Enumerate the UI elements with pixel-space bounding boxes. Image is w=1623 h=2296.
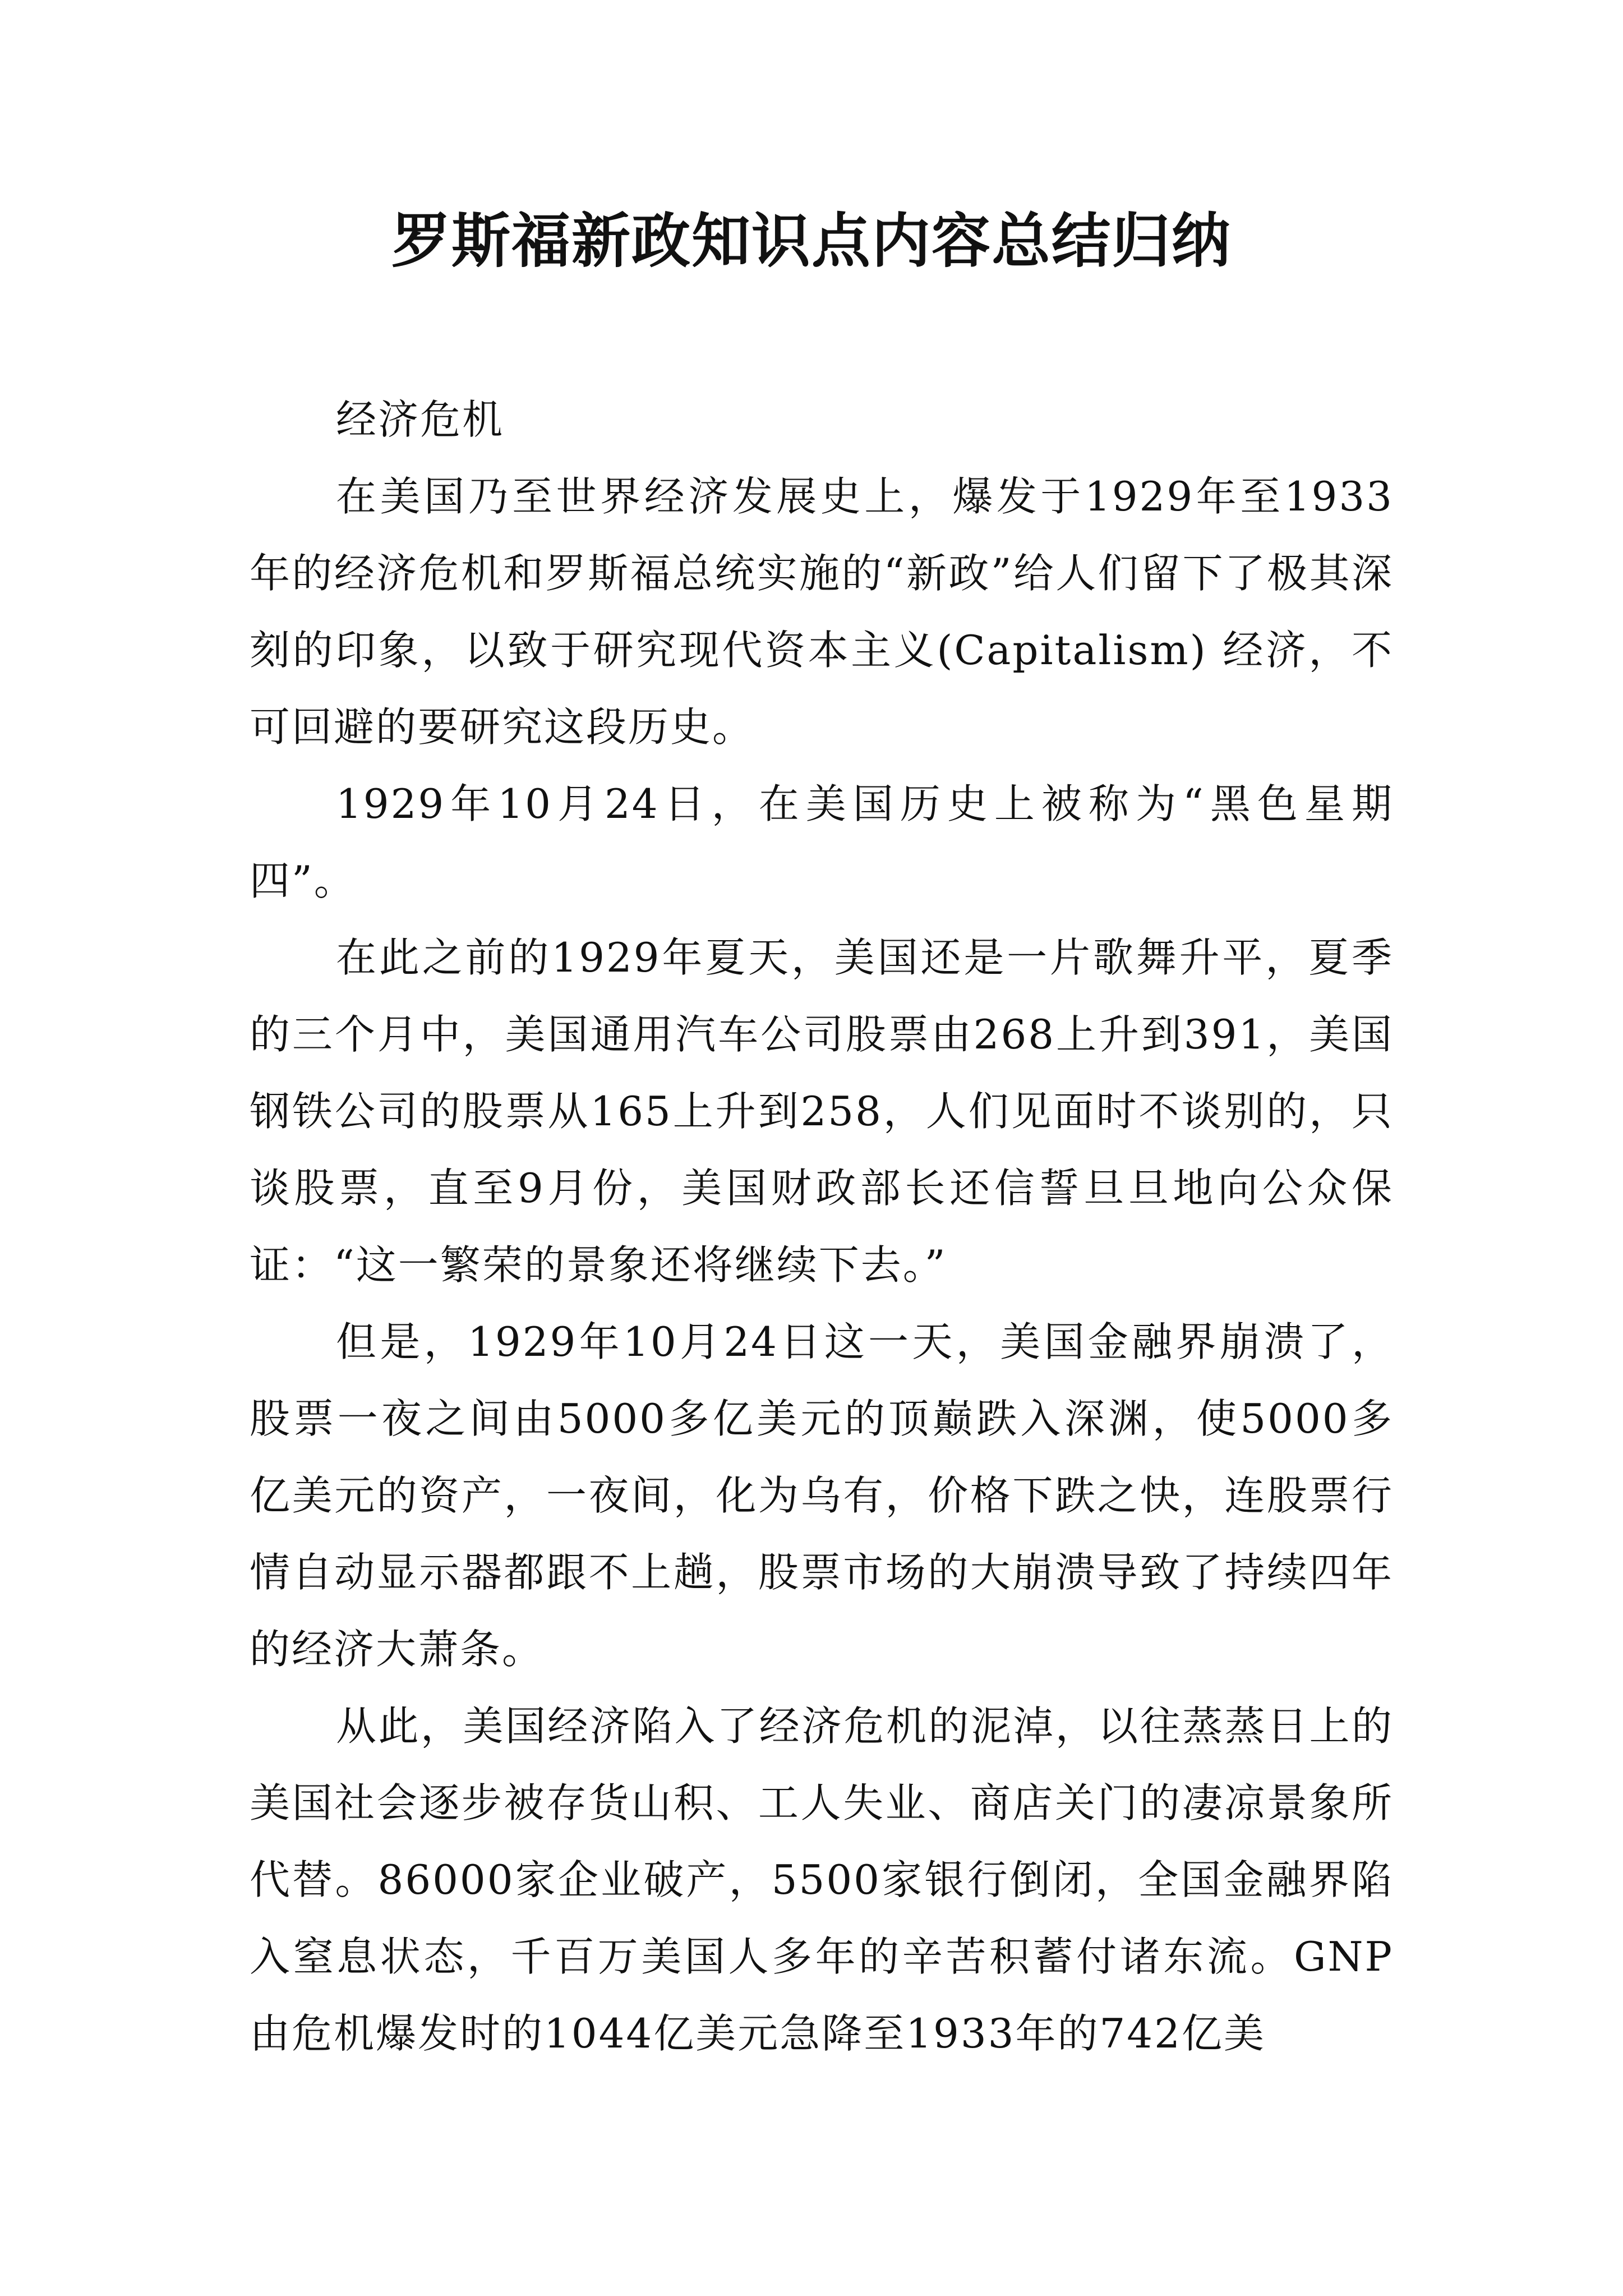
paragraph-2: 1929年10月24日，在美国历史上被称为“黑色星期四”。 xyxy=(250,780,1394,904)
section-heading: 经济危机 xyxy=(336,396,505,443)
document-title: 罗斯福新政知识点内容总结归纳 xyxy=(391,207,1232,275)
paragraph-4: 但是，1929年10月24日这一天，美国金融界崩溃了，股票一夜之间由5000多亿美元的顶巅跌入深渊，使5000多亿美元的资产，一夜间，化为乌有，价格下跌之快，连股票行情自动显示器都跟不上趟，股票市场的大崩溃导致了持续四年的经济大萧条。 xyxy=(250,1318,1394,1673)
paragraph-5: 从此，美国经济陷入了经济危机的泥淖，以往蒸蒸日上的美国社会逐步被存货山积、工人失业、商店关门的凄凉景象所代替。86000家企业破产，5500家银行倒闭，全国金融界陷入窒息状态，千百万美国人多年的辛苦积蓄付诸东流。GNP由危机爆发时的1044亿美元急降至1933年的742亿美 xyxy=(250,1703,1394,2057)
document-body xyxy=(250,381,1394,2072)
paragraph-3: 在此之前的1929年夏天，美国还是一片歌舞升平，夏季的三个月中，美国通用汽车公司股票由268上升到391，美国钢铁公司的股票从165上升到258，人们见面时不谈别的，只谈股票，直至9月份，美国财政部长还信誓旦旦地向公众保证：“这一繁荣的景象还将继续下去。” xyxy=(250,934,1394,1289)
paragraph-1: 在美国乃至世界经济发展史上，爆发于1929年至1933年的经济危机和罗斯福总统实施的“新政”给人们留下了极其深刻的印象，以致于研究现代资本主义(Capitalism) 经济，不可回避的要研究这段历史。 xyxy=(250,473,1394,751)
